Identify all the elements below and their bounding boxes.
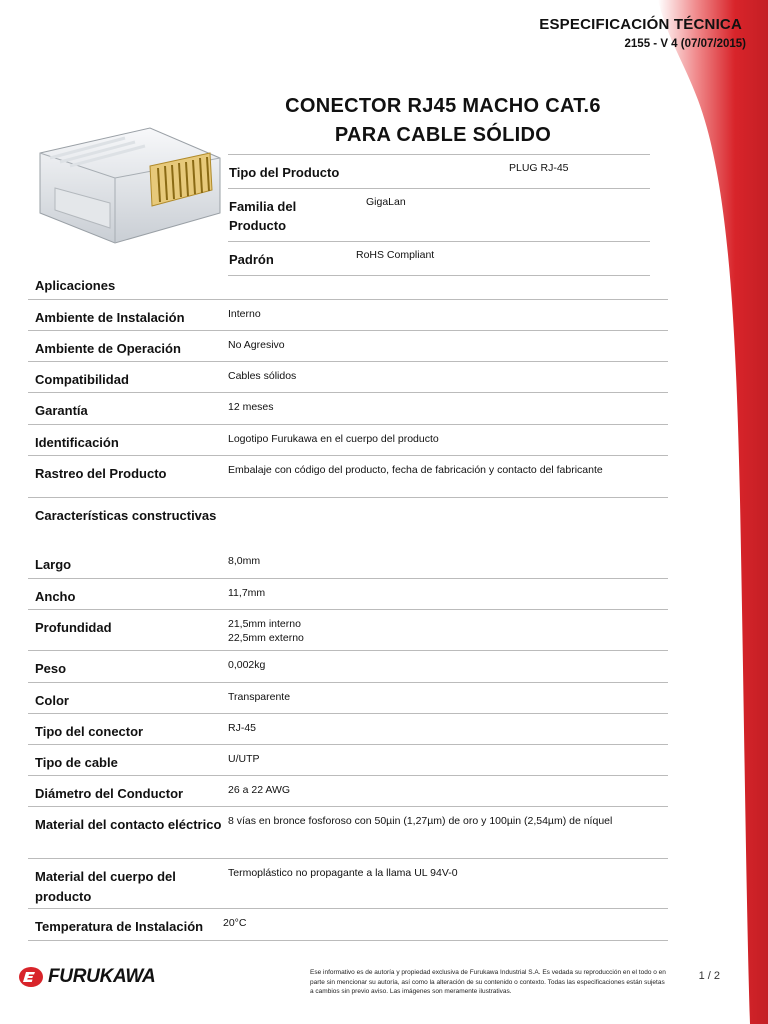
spec-row	[28, 714, 668, 745]
spec-value: 26 a 22 AWG	[228, 784, 291, 796]
spec-label: Compatibilidad	[35, 372, 129, 387]
spec-label: Color	[35, 693, 69, 708]
summary-label: Padrón	[229, 252, 274, 267]
spec-value: Embalaje con código del producto, fecha de fabricación y contacto del fabricante	[228, 464, 603, 476]
spec-label: Ambiente de Instalación	[35, 310, 185, 325]
title-line-2: PARA CABLE SÓLIDO	[334, 124, 552, 146]
spec-value: 21,5mm interno 22,5mm externo	[228, 618, 304, 644]
spec-value: U/UTP	[228, 753, 260, 765]
product-summary-table	[228, 154, 650, 276]
spec-row	[28, 651, 668, 683]
spec-row	[28, 579, 668, 610]
spec-value: 11,7mm	[228, 587, 266, 599]
spec-row	[28, 456, 668, 498]
spec-label: Material del contacto eléctrico	[35, 817, 222, 832]
spec-row	[28, 745, 668, 776]
title-line-1: CONECTOR RJ45 MACHO CAT.6	[285, 95, 601, 117]
spec-row	[28, 331, 668, 362]
spec-value: Interno	[228, 308, 261, 320]
spec-row	[28, 300, 668, 331]
page-title	[228, 92, 658, 150]
spec-label: Tipo del conector	[35, 724, 144, 739]
spec-label: Profundidad	[35, 620, 112, 635]
spec-row	[28, 909, 668, 941]
spec-value: Cables sólidos	[228, 370, 297, 382]
spec-label: Ancho	[35, 589, 76, 604]
spec-row	[28, 498, 668, 547]
spec-label: Aplicaciones	[35, 278, 116, 293]
spec-value: Logotipo Furukawa en el cuerpo del producto	[228, 433, 439, 445]
spec-value	[228, 268, 668, 299]
spec-label: Temperatura de Instalación	[35, 919, 204, 934]
spec-label: Garantía	[35, 403, 88, 418]
summary-row	[228, 189, 650, 242]
summary-label: Familia del Producto	[229, 199, 297, 233]
spec-row	[28, 547, 668, 579]
page-number: 1 / 2	[698, 970, 720, 982]
spec-value: 20°C	[223, 917, 247, 929]
spec-label: Ambiente de Operación	[35, 341, 181, 356]
spec-row	[28, 425, 668, 456]
spec-label: Características constructivas	[35, 508, 217, 523]
spec-value: No Agresivo	[228, 339, 285, 351]
spec-value: 0,002kg	[228, 659, 266, 671]
spec-row	[28, 393, 668, 425]
document-type: ESPECIFICACIÓN TÉCNICA	[539, 16, 742, 33]
disclaimer-text: Ese informativo es de autoría y propiedad exclusiva de Furukawa Industrial S.A. Es vedada su reproducción en el todo o en parte sin mencionar su autoría, así como la alteración de su contenido o contexto. Todas las especificaciones están sujetas a cambios sin previo aviso. Las imágenes son meramente ilustrativas.	[310, 969, 666, 995]
spec-row	[28, 610, 668, 651]
spec-row	[28, 807, 668, 859]
furukawa-logo-icon	[18, 966, 44, 988]
summary-label: Tipo del Producto	[229, 165, 340, 180]
spec-value: RJ-45	[228, 722, 257, 734]
rj45-plug-image	[30, 118, 225, 248]
summary-value: GigaLan	[366, 196, 406, 208]
spec-label: Identificación	[35, 435, 119, 450]
summary-value: RoHS Compliant	[356, 249, 435, 261]
spec-label: Tipo de cable	[35, 755, 118, 770]
spec-value: 12 meses	[228, 401, 274, 413]
spec-value: 8,0mm	[228, 555, 261, 567]
spec-label: Largo	[35, 557, 72, 572]
spec-row	[28, 268, 668, 300]
spec-value	[228, 498, 668, 547]
summary-value: PLUG RJ-45	[509, 162, 569, 174]
spec-label: Peso	[35, 661, 67, 676]
spec-row	[28, 362, 668, 393]
spec-label: Rastreo del Producto	[35, 466, 167, 481]
summary-row	[228, 155, 650, 189]
document-code: 2155 - V 4 (07/07/2015)	[624, 38, 746, 50]
logo-text: FURUKAWA	[48, 966, 156, 987]
specifications-table	[28, 268, 668, 941]
spec-value: Transparente	[228, 691, 291, 703]
spec-row	[28, 683, 668, 714]
spec-label: Diámetro del Conductor	[35, 786, 184, 801]
spec-value: Termoplástico no propagante a la llama UL 94V-0	[228, 867, 458, 879]
furukawa-logo	[18, 966, 155, 988]
spec-label: Material del cuerpo del producto	[35, 869, 176, 904]
spec-row	[28, 859, 668, 909]
spec-value: 8 vías en bronce fosforoso con 50µin (1,27µm) de oro y 100µin (2,54µm) de níquel	[228, 815, 613, 827]
spec-row	[28, 776, 668, 807]
